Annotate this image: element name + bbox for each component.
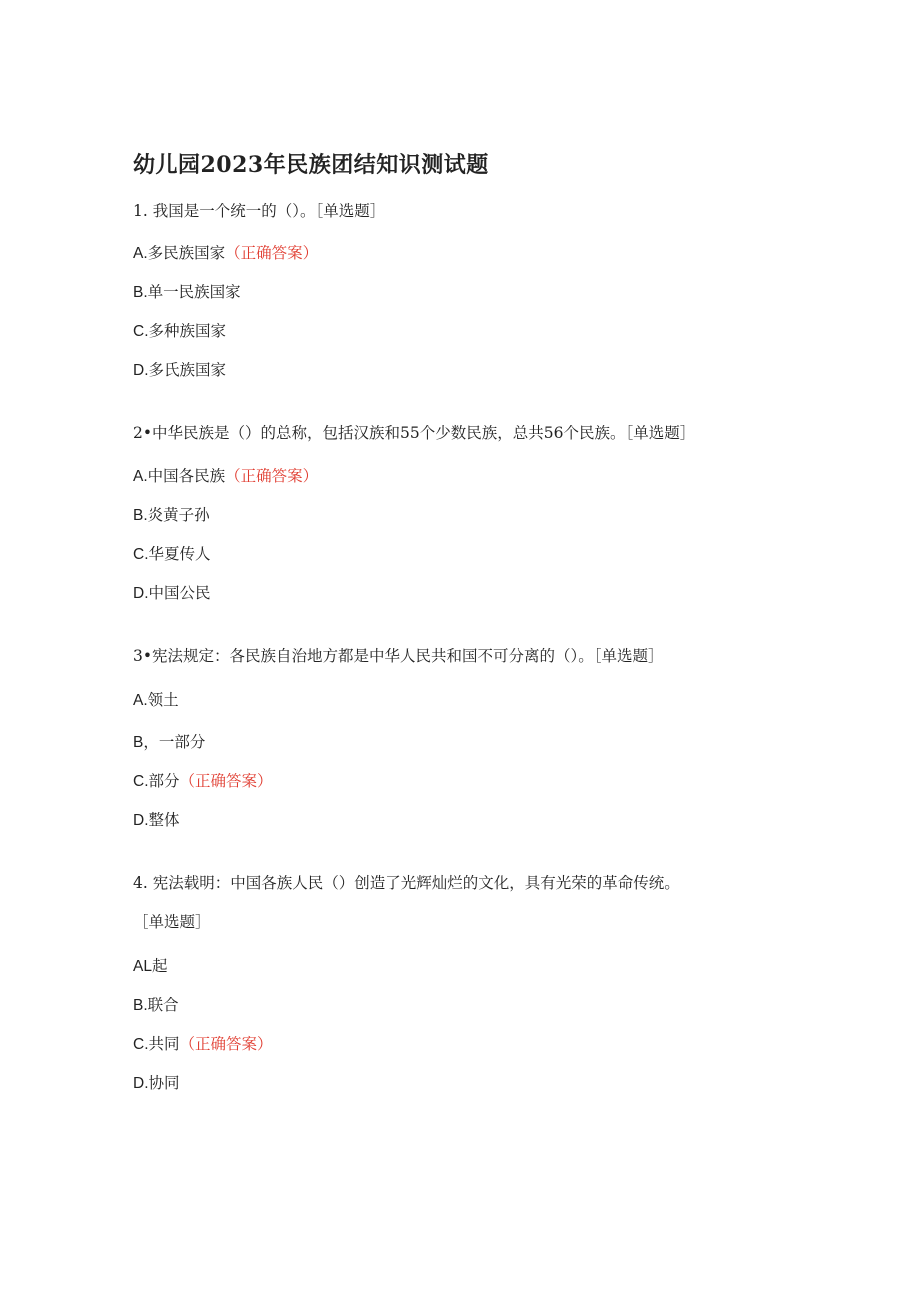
correct-answer-mark: （正确答案） bbox=[225, 467, 319, 485]
option-text: 联合 bbox=[147, 996, 179, 1014]
option-text: 多种族国家 bbox=[148, 322, 227, 340]
question-4-stem-continuation: ［单选题］ bbox=[133, 913, 211, 931]
question-2-option-d bbox=[133, 583, 211, 604]
correct-answer-mark: （正确答案） bbox=[225, 244, 319, 262]
option-letter: D. bbox=[133, 585, 149, 602]
question-4-option-c bbox=[133, 1034, 273, 1055]
question-3-option-d bbox=[133, 810, 180, 831]
correct-answer-mark: （正确答案） bbox=[179, 772, 273, 790]
option-letter: C. bbox=[133, 323, 149, 340]
question-3-option-b bbox=[133, 732, 205, 753]
option-text: 一部分 bbox=[158, 733, 206, 751]
option-text: 炎黄子孙 bbox=[147, 506, 210, 524]
option-text: 共同 bbox=[148, 1035, 180, 1053]
question-3-option-a bbox=[133, 690, 179, 711]
option-text: 整体 bbox=[148, 811, 180, 829]
question-2-option-b bbox=[133, 505, 210, 526]
question-1-option-b bbox=[133, 282, 241, 303]
option-text: 多氏族国家 bbox=[148, 361, 227, 379]
question-4-option-a bbox=[133, 956, 167, 977]
option-letter: D. bbox=[133, 812, 149, 829]
option-letter: C. bbox=[133, 1036, 149, 1053]
option-letter: A. bbox=[133, 245, 148, 262]
option-letter: D. bbox=[133, 1075, 149, 1092]
option-letter: A. bbox=[133, 468, 148, 485]
option-letter: C. bbox=[133, 546, 149, 563]
question-2-stem: 2•中华民族是（）的总称，包括汉族和55个少数民族，总共56个民族。［单选题］ bbox=[133, 424, 696, 442]
option-text: 中国各民族 bbox=[147, 467, 226, 485]
option-letter: B. bbox=[133, 284, 148, 301]
option-letter: D. bbox=[133, 362, 149, 379]
question-1-option-a bbox=[133, 243, 318, 264]
question-2-option-a bbox=[133, 466, 318, 487]
question-2-option-c bbox=[133, 544, 211, 565]
option-text: 部分 bbox=[148, 772, 180, 790]
option-text: 领土 bbox=[147, 691, 179, 709]
option-text: 中国公民 bbox=[148, 584, 211, 602]
correct-answer-mark: （正确答案） bbox=[179, 1035, 273, 1053]
option-text: 起 bbox=[151, 957, 168, 975]
option-letter: A. bbox=[133, 692, 148, 709]
option-letter: B， bbox=[133, 734, 159, 751]
question-1-option-d bbox=[133, 360, 226, 381]
question-3-stem: 3•宪法规定：各民族自治地方都是中华人民共和国不可分离的（）。［单选题］ bbox=[133, 647, 664, 665]
question-4-option-d bbox=[133, 1073, 180, 1094]
option-letter: AL bbox=[133, 958, 152, 975]
option-text: 华夏传人 bbox=[148, 545, 211, 563]
question-3-option-c bbox=[133, 771, 273, 792]
question-1-stem: 1. 我国是一个统一的（）。［单选题］ bbox=[133, 202, 386, 220]
option-letter: B. bbox=[133, 507, 148, 524]
option-letter: B. bbox=[133, 997, 148, 1014]
option-text: 多民族国家 bbox=[147, 244, 226, 262]
question-4-stem: 4. 宪法载明：中国各族人民（）创造了光辉灿烂的文化，具有光荣的革命传统。 bbox=[133, 874, 680, 892]
option-text: 单一民族国家 bbox=[147, 283, 241, 301]
option-letter: C. bbox=[133, 773, 149, 790]
page-title: 幼儿园2023年民族团结知识测试题 bbox=[133, 152, 489, 178]
question-1-option-c bbox=[133, 321, 226, 342]
question-4-option-b bbox=[133, 995, 179, 1016]
option-text: 协同 bbox=[148, 1074, 180, 1092]
